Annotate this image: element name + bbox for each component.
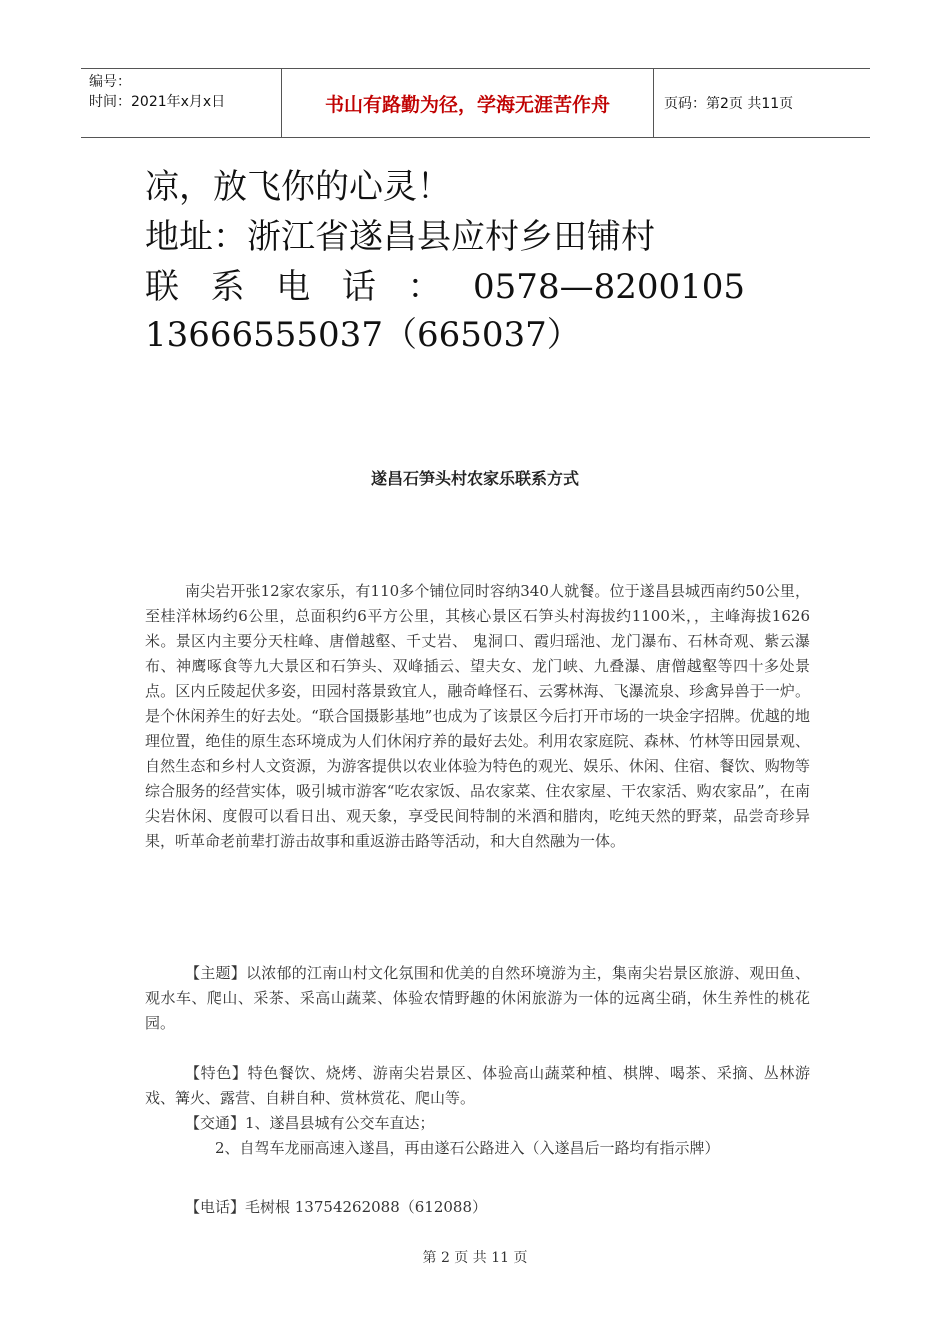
contact-phone-number: 0578—8200105 — [473, 267, 745, 307]
page-footer: 第 2 页 共 11 页 — [422, 1250, 528, 1266]
header-meta — [81, 69, 282, 137]
theme-paragraph — [145, 961, 810, 1036]
theme-text: 【主题】以浓郁的江南山村文化氛围和优美的自然环境游为主，集南尖岩景区旅游、观田鱼、观水车、爬山、采茶、采高山蔬菜、体验农情野趣的休闲旅游为一体的远离尘硝，休生养性的桃花园。 — [145, 964, 810, 1032]
contact-char: 联 — [145, 267, 179, 307]
traffic-line-1: 【交通】1、遂昌县城有公交车直达； — [185, 1114, 435, 1132]
address-line: 地址：浙江省遂昌县应村乡田铺村 — [145, 217, 655, 257]
description-paragraph — [145, 579, 810, 854]
contact-char: ： — [407, 267, 442, 307]
contact-phone-line — [145, 262, 745, 312]
contact-char: 话 — [341, 267, 376, 307]
number-label: 编号： — [89, 74, 131, 90]
section-title: 遂昌石笋头村农家乐联系方式 — [370, 469, 579, 488]
mobile-line: 13666555037（665037） — [145, 315, 581, 355]
header-page-number: 页码：第2页 共11页 — [664, 96, 794, 112]
contact-char: 系 — [210, 267, 245, 307]
features-paragraph — [145, 1061, 810, 1111]
description-text: 南尖岩开张12家农家乐，有110多个铺位同时容纳340人就餐。位于遂昌县城西南约50公里，至桂洋林场约6公里，总面积约6平方公里，其核心景区石笋头村海拔约1100米，，主峰海拔1626米。景区内主要分天柱峰、唐僧越壑、千丈岩、 鬼洞口、霞归瑶池、龙门瀑布、石林奇观、紫云瀑布、神鹰啄食等九大景区和石笋头、双峰插云、望夫女、龙门峡、九叠瀑、唐僧越壑等四十多处景点。区内丘陵起伏多姿，田园村落景致宜人，融奇峰怪石、云雾林海、飞瀑流泉、珍禽异兽于一炉。是个休闲养生的好去处。“联合国摄影基地”也成为了该景区今后打开市场的一块金字招牌。优越的地理位置，绝佳的原生态环境成为人们休闲疗养的最好去处。利用农家庭院、森林、竹林等田园景观、自然生态和乡村人文资源，为游客提供以农业体验为特色的观光、娱乐、休闲、住宿、餐饮、购物等综合服务的经营实体，吸引城市游客“吃农家饭、品农家菜、住农家屋、干农家活、购农家品”，在南尖岩休闲、度假可以看日出、观天象，享受民间特制的米酒和腊肉，吃纯天然的野菜，品尝奇珍异果，听革命老前辈打游击故事和重返游击路等活动，和大自然融为一体。 — [145, 582, 810, 850]
contact-char: 电 — [276, 267, 311, 307]
phone-line: 【电话】毛树根 13754262088（612088） — [185, 1198, 488, 1216]
intro-line-1: 凉，放飞你的心灵！ — [145, 167, 451, 207]
document-header — [81, 68, 870, 138]
features-text: 【特色】特色餐饮、烧烤、游南尖岩景区、体验高山蔬菜种植、棋牌、喝茶、采摘、丛林游戏、篝火、露营、自耕自种、赏林赏花、爬山等。 — [145, 1064, 810, 1107]
traffic-line-2: 2、自驾车龙丽高速入遂昌，再由遂石公路进入（入遂昌后一路均有指示牌） — [215, 1139, 720, 1157]
header-motto: 书山有路勤为径，学海无涯苦作舟 — [282, 69, 654, 137]
time-label: 时间：2021年x月x日 — [89, 94, 226, 110]
